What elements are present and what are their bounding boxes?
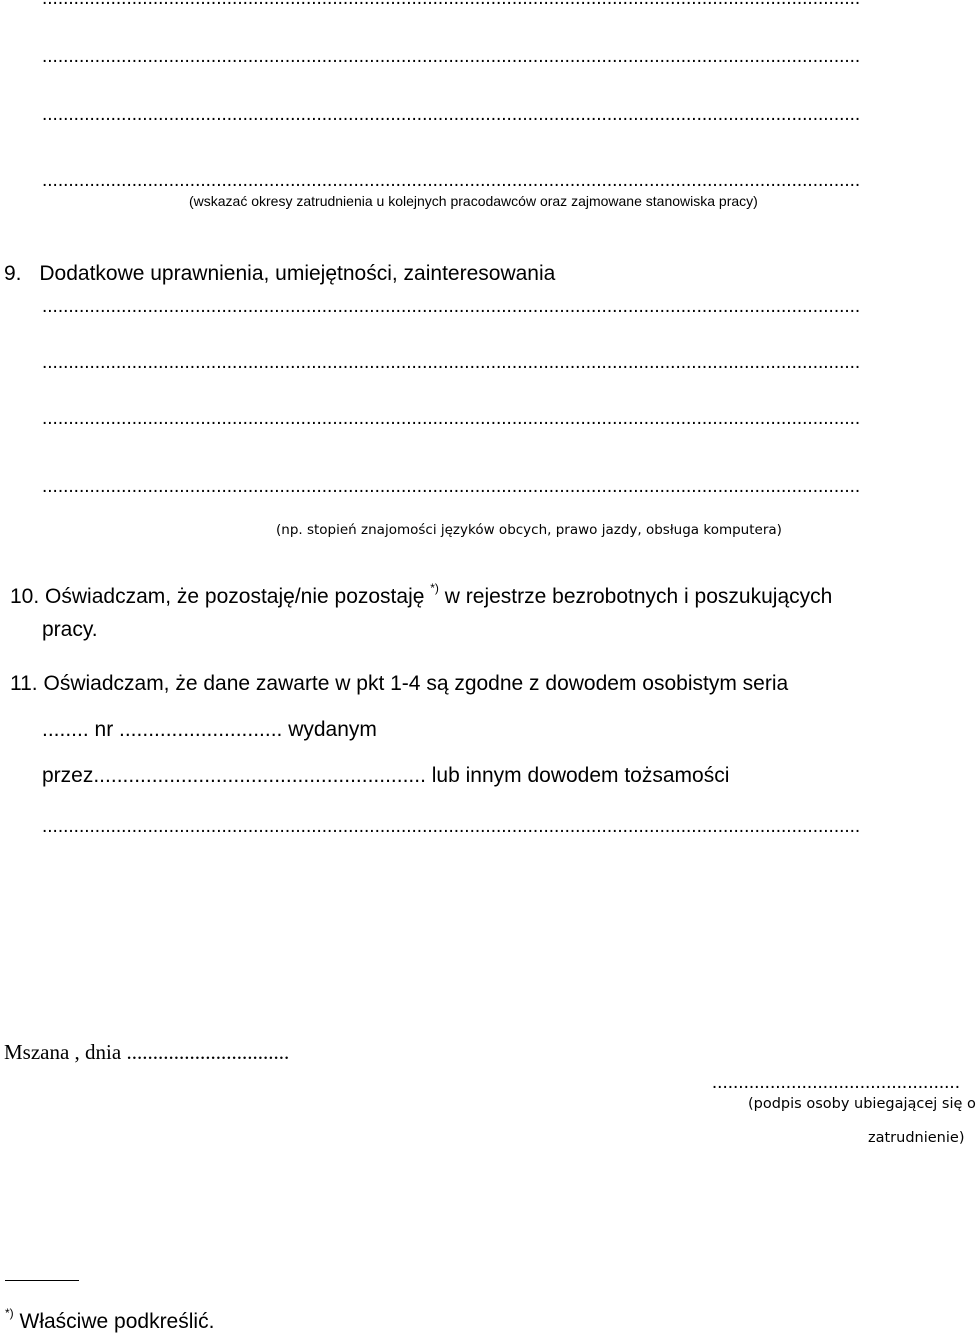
id-series-number-line[interactable]: ........ nr ............................ wydanym	[42, 718, 377, 741]
place-date-field[interactable]: Mszana , dnia ...............................	[4, 1040, 290, 1064]
employment-line-3[interactable]: ...........................................................................................................................................................	[42, 104, 861, 125]
section-10-text-a: Oświadczam, że pozostaję/nie pozostaję	[45, 585, 425, 608]
footnote-separator	[5, 1280, 79, 1281]
section-11-line-1	[10, 672, 788, 696]
section-10-statement	[10, 581, 833, 609]
employment-note: (wskazać okresy zatrudnienia u kolejnych pracodawców oraz zajmowane stanowiska pracy)	[189, 193, 758, 209]
signature-line[interactable]: ...............................................	[711, 1072, 960, 1093]
footnote-text: Właściwe podkreślić.	[19, 1310, 215, 1333]
section-9-title: Dodatkowe uprawnienia, umiejętności, zainteresowania	[39, 262, 556, 285]
section-10-text-c: pracy.	[42, 618, 98, 641]
employment-line-1[interactable]	[42, 0, 954, 10]
section-11-number: 11.	[10, 672, 38, 695]
section-11-text: Oświadczam, że dane zawarte w pkt 1-4 są zgodne z dowodem osobistym seria	[43, 672, 789, 695]
issued-by-line[interactable]: przez......................................................... lub innym dowodem tożsamości	[42, 764, 730, 787]
employment-line-2[interactable]: ...........................................................................................................................................................	[42, 46, 861, 67]
signature-caption-2: zatrudnienie)	[868, 1130, 965, 1146]
footnote	[5, 1306, 215, 1334]
section-10-text-b: w rejestrze bezrobotnych i poszukujących	[444, 585, 833, 608]
section-10-footnote-mark: *)	[430, 581, 439, 595]
skills-line-4[interactable]: ...........................................................................................................................................................	[42, 476, 861, 497]
employment-line-4[interactable]: ...........................................................................................................................................................	[42, 170, 861, 191]
section-9-heading	[4, 262, 555, 286]
skills-line-3[interactable]: ...........................................................................................................................................................	[42, 408, 861, 429]
skills-note: (np. stopień znajomości języków obcych, prawo jazdy, obsługa komputera)	[276, 522, 782, 538]
signature-caption-1: (podpis osoby ubiegającej się o	[748, 1096, 976, 1112]
footnote-mark: *)	[5, 1306, 14, 1320]
section-10-number: 10.	[10, 585, 40, 608]
section-9-number: 9.	[4, 262, 22, 285]
skills-line-1[interactable]: ...........................................................................................................................................................	[42, 296, 861, 317]
id-document-line[interactable]: ...........................................................................................................................................................	[42, 816, 861, 837]
skills-line-2[interactable]: ...........................................................................................................................................................	[42, 352, 861, 373]
